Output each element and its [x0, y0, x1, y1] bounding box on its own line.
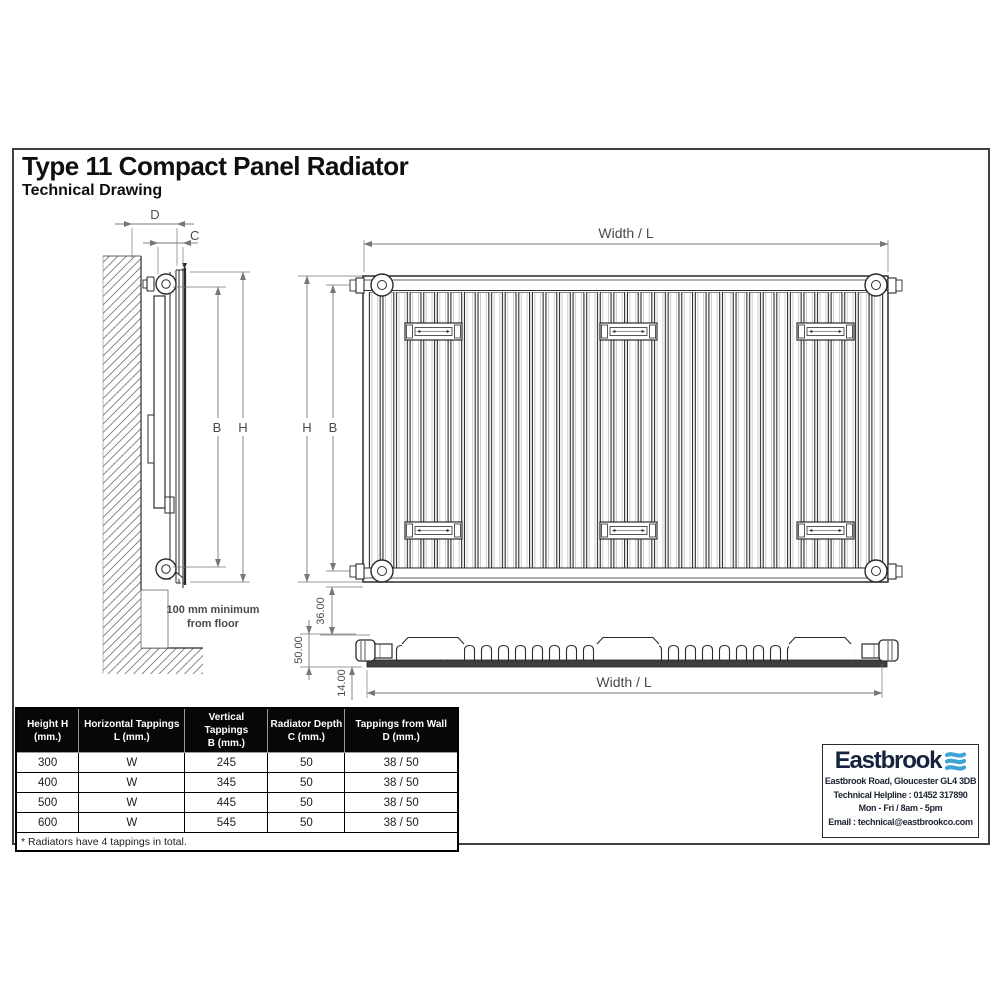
- col-header-horizontal-tappings: Horizontal Tappings L (mm.): [79, 708, 185, 753]
- plan-left-valve: [356, 640, 392, 661]
- plan-view: [293, 587, 898, 700]
- plan-right-valve: [862, 640, 898, 661]
- dim-50-label: 50.00: [293, 636, 305, 664]
- side-top-tapping: [143, 274, 176, 294]
- col-header-tappings-from-wall: Tappings from Wall D (mm.): [345, 708, 458, 753]
- floor-note-line2: from floor: [187, 618, 239, 630]
- floor-note-line1: 100 mm minimum: [166, 604, 260, 616]
- dim-36-label: 36.00: [315, 597, 327, 625]
- table-row: 300 W 245 50 38 / 50: [16, 753, 458, 773]
- plan-back-panel: [367, 660, 887, 667]
- side-view: [103, 207, 260, 674]
- company-email: Email : technical@eastbrookco.com: [828, 816, 973, 827]
- radiator-side-panel: [170, 263, 187, 585]
- table-footnote: * Radiators have 4 tappings in total.: [16, 833, 458, 852]
- dim-c: [143, 243, 198, 274]
- table-row: 500 W 445 50 38 / 50: [16, 793, 458, 813]
- dim-d-label: D: [150, 207, 160, 222]
- table-footnote-row: [16, 833, 458, 852]
- page-title: Type 11 Compact Panel Radiator: [22, 151, 409, 181]
- side-dim-b-label: B: [212, 420, 222, 435]
- dim-c-label: C: [190, 228, 200, 243]
- front-dim-b-label: B: [328, 420, 338, 435]
- table-row: 400 W 345 50 38 / 50: [16, 773, 458, 793]
- front-width-dim: [364, 240, 888, 272]
- table-row: 600 W 545 50 38 / 50: [16, 813, 458, 833]
- col-header-height: Height H (mm.): [16, 708, 79, 753]
- company-logo: [835, 748, 967, 774]
- company-logo-text: Eastbrook: [834, 747, 942, 774]
- plan-width-dim-label: Width / L: [596, 674, 652, 690]
- company-helpline: Technical Helpline : 01452 317890: [833, 789, 968, 800]
- company-hours: Mon - Fri / 8am - 5pm: [858, 803, 943, 813]
- company-info-box: [822, 744, 979, 838]
- col-header-radiator-depth: Radiator Depth C (mm.): [268, 708, 345, 753]
- dim-36: [320, 587, 370, 635]
- page-subtitle: Technical Drawing: [22, 181, 163, 199]
- company-address: Eastbrook Road, Gloucester GL4 3DB: [824, 776, 977, 786]
- front-dim-h-label: H: [302, 420, 312, 435]
- front-view: [298, 225, 902, 582]
- table-header-row: [16, 708, 458, 753]
- col-header-vertical-tappings: Vertical Tappings B (mm.): [185, 708, 268, 753]
- dim-14-label: 14.00: [336, 669, 348, 697]
- eastbrook-waves-icon: [945, 752, 966, 771]
- dimensions-table: [15, 707, 459, 852]
- dim-50: [300, 620, 362, 680]
- floor-gap-marker: [141, 590, 168, 648]
- side-dim-h-label: H: [238, 420, 248, 435]
- front-width-dim-label: Width / L: [598, 225, 654, 241]
